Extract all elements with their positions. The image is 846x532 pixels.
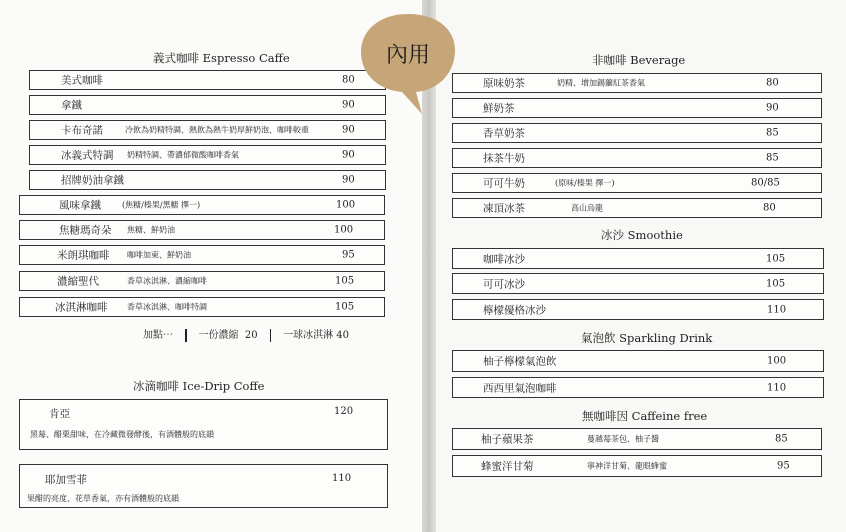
item-price: 90	[342, 174, 355, 186]
item-name: 焦糖瑪奇朵	[59, 224, 112, 237]
item-name: 美式咖啡	[61, 74, 103, 87]
item-price: 95	[342, 249, 355, 261]
item-price: 85	[775, 433, 788, 445]
item-price: 120	[334, 406, 354, 417]
addon-option: 一球冰淇淋	[283, 330, 334, 341]
menu-item	[29, 95, 386, 115]
item-name: 可可冰沙	[483, 278, 525, 290]
item-name: 風味拿鐵	[59, 199, 101, 212]
menu-item	[452, 428, 822, 450]
item-description: 奶精、增加錫蘭紅茶香氣	[557, 78, 645, 88]
menu-item	[452, 350, 824, 372]
menu-item	[29, 120, 386, 140]
addon-line	[143, 326, 349, 342]
item-price: 80	[766, 77, 779, 89]
smoothie-section-title: 冰沙 Smoothie	[601, 228, 683, 242]
menu-item	[29, 170, 386, 190]
item-name: 蜂蜜洋甘菊	[481, 460, 534, 473]
menu-item	[452, 299, 824, 320]
espresso-section-title: 義式咖啡 Espresso Caffe	[153, 51, 290, 65]
item-name: 米朗琪咖啡	[57, 249, 110, 262]
item-price: 105	[766, 278, 786, 289]
icedrip-section-title: 冰滴咖啡 Ice-Drip Coffe	[133, 379, 265, 393]
menu-item	[19, 245, 385, 265]
menu-item	[29, 145, 386, 165]
item-description: 焦糖、鮮奶油	[127, 225, 175, 235]
menu-item	[19, 399, 388, 450]
menu-item	[29, 70, 386, 90]
item-price: 105	[335, 275, 355, 287]
sparkling-section-title: 氣泡飲 Sparkling Drink	[581, 331, 713, 345]
menu-item	[452, 248, 824, 269]
item-name: 拿鐵	[61, 99, 82, 112]
item-name: 柚子蘋果茶	[481, 433, 534, 446]
item-price: 100	[767, 355, 787, 367]
caffeine-free-section-title: 無咖啡因 Caffeine free	[582, 409, 708, 423]
divider	[270, 329, 272, 342]
item-name: 咖啡冰沙	[483, 253, 525, 265]
menu-item	[452, 198, 822, 218]
menu-item	[452, 173, 822, 193]
menu-item	[452, 455, 822, 477]
item-name: 凍頂冰茶	[483, 202, 525, 215]
item-description: 冷飲為奶精特調、熱飲為熱牛奶厚鮮奶泡、咖啡較重	[125, 125, 309, 135]
menu-item	[452, 73, 822, 93]
menu-item	[19, 195, 385, 215]
item-description: 高山烏龍	[571, 203, 603, 213]
menu-item	[19, 220, 385, 240]
menu-item	[452, 98, 822, 118]
menu-item	[452, 273, 824, 294]
item-name: 冰淇淋咖啡	[55, 301, 108, 314]
item-price: 85	[766, 127, 779, 139]
item-price: 80	[763, 202, 776, 214]
item-description: (原味/榛果 擇一)	[555, 178, 615, 188]
item-price: 90	[342, 99, 355, 111]
item-description: 奶精特調、帶濃郁微酸咖啡香氣	[127, 150, 239, 160]
item-price: 105	[766, 253, 786, 264]
item-price: 110	[767, 382, 787, 393]
item-name: 原味奶茶	[483, 77, 525, 90]
addon-label: 加點⋯	[143, 330, 173, 341]
item-price: 100	[336, 199, 356, 211]
item-name: 濃縮聖代	[57, 275, 99, 288]
addon-option: 一份濃縮	[198, 330, 239, 341]
menu-item	[452, 148, 822, 168]
item-name: 可可牛奶	[483, 177, 525, 190]
menu-item	[19, 464, 388, 508]
item-description: 香草冰淇淋、咖啡特調	[127, 302, 207, 312]
sticker-text: 內用	[385, 43, 431, 68]
menu-item	[452, 377, 824, 398]
item-price: 110	[332, 473, 352, 484]
item-name: 柚子檸檬氣泡飲	[483, 355, 557, 368]
item-name: 香草奶茶	[483, 127, 525, 140]
item-name: 冰義式特調	[61, 149, 114, 162]
menu-item	[452, 123, 822, 143]
addon-price: 40	[336, 330, 350, 341]
item-description: 香草冰淇淋、濃縮咖啡	[127, 276, 207, 286]
beverage-section-title: 非咖啡 Beverage	[592, 53, 686, 67]
item-price: 100	[334, 224, 354, 236]
item-price: 85	[766, 152, 779, 164]
item-price: 90	[342, 149, 355, 161]
item-description: 寧神洋甘菊、龍眼蜂蜜	[587, 461, 667, 471]
item-name: 卡布奇諾	[61, 124, 103, 137]
item-description: 黑莓、醋栗甜味，在冷藏微發酵後，有酒體般的底韻	[30, 430, 214, 439]
item-price: 90	[766, 102, 779, 114]
menu-item	[19, 271, 385, 291]
right-menu-page	[436, 0, 846, 532]
item-description: (焦糖/榛果/黑糖 擇一)	[122, 200, 201, 210]
item-name: 招牌奶油拿鐵	[61, 174, 124, 187]
item-name: 耶加雪菲	[45, 474, 87, 486]
item-description: 果醋的亮度、花草香氣，亦有酒體般的底韻	[27, 494, 179, 503]
dine-in-sticker	[358, 10, 458, 120]
item-description: 蔓越莓茶包、柚子醬	[587, 434, 659, 444]
item-price: 80	[342, 74, 355, 86]
item-name: 鮮奶茶	[483, 102, 515, 115]
item-name: 肯亞	[49, 408, 70, 420]
menu-item	[19, 297, 385, 317]
item-name: 西西里氣泡咖啡	[483, 382, 557, 394]
item-price: 105	[335, 301, 355, 313]
addon-price: 20	[244, 330, 258, 341]
divider	[185, 329, 187, 342]
item-price: 80/85	[751, 177, 780, 189]
item-price: 90	[342, 124, 355, 136]
item-description: 咖啡加東、鮮奶油	[127, 250, 191, 260]
item-price: 95	[777, 460, 790, 472]
item-price: 110	[767, 304, 787, 315]
item-name: 檸檬優格冰沙	[483, 304, 546, 316]
item-name: 抹茶牛奶	[483, 152, 525, 165]
